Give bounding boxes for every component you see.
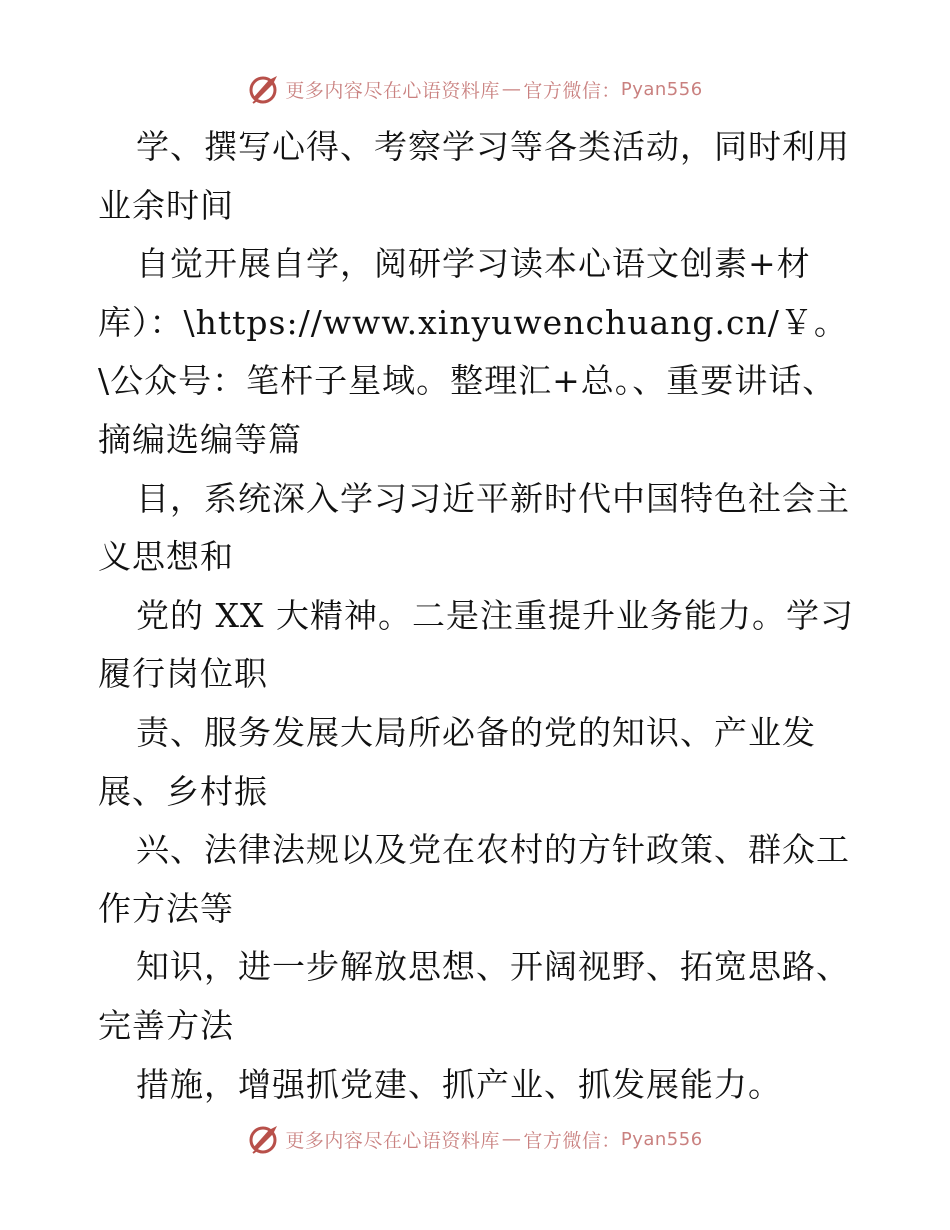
- watermark-text: 更多内容尽在心语资料库: [285, 79, 500, 102]
- paragraph: 措施，增强抓党建、抓产业、抓发展能力。: [136, 1064, 782, 1104]
- paragraph: 学、撰写心得、考察学习等各类活动，同时利用业余时间: [98, 127, 850, 225]
- paragraph: 兴、法律法规以及党在农村的方针政策、群众工作方法等: [98, 830, 850, 928]
- watermark-separator: —: [501, 1128, 522, 1150]
- paragraph: 党的 XX 大精神。二是注重提升业务能力。学习履行岗位职: [98, 595, 854, 694]
- watermark-label: 官方微信：: [523, 79, 621, 102]
- watermark-account: Pyan556: [620, 78, 703, 100]
- watermark-label: 官方微信：: [523, 1129, 621, 1152]
- header-watermark: [0, 72, 950, 106]
- quill-pen-logo-icon: [247, 1122, 281, 1156]
- paragraph: 自觉开展自学，阅研学习读本心语文创素+材库）：\https://www.xinyuwenchuang.cn/￥。\公众号：笔杆子星域。整理汇+总。、重要讲话、摘编选编等篇: [98, 244, 848, 459]
- quill-pen-logo-icon: [247, 72, 281, 106]
- watermark-separator: —: [501, 78, 522, 100]
- footer-watermark: [0, 1122, 950, 1156]
- watermark-text: 更多内容尽在心语资料库: [285, 1129, 500, 1152]
- paragraph: 知识，进一步解放思想、开阔视野、拓宽思路、完善方法: [98, 947, 850, 1045]
- paragraph: 目，系统深入学习习近平新时代中国特色社会主义思想和: [98, 478, 850, 577]
- paragraph: 责、服务发展大局所必备的党的知识、产业发展、乡村振: [98, 712, 816, 811]
- watermark-account: Pyan556: [620, 1128, 703, 1150]
- document-body: [98, 118, 858, 1114]
